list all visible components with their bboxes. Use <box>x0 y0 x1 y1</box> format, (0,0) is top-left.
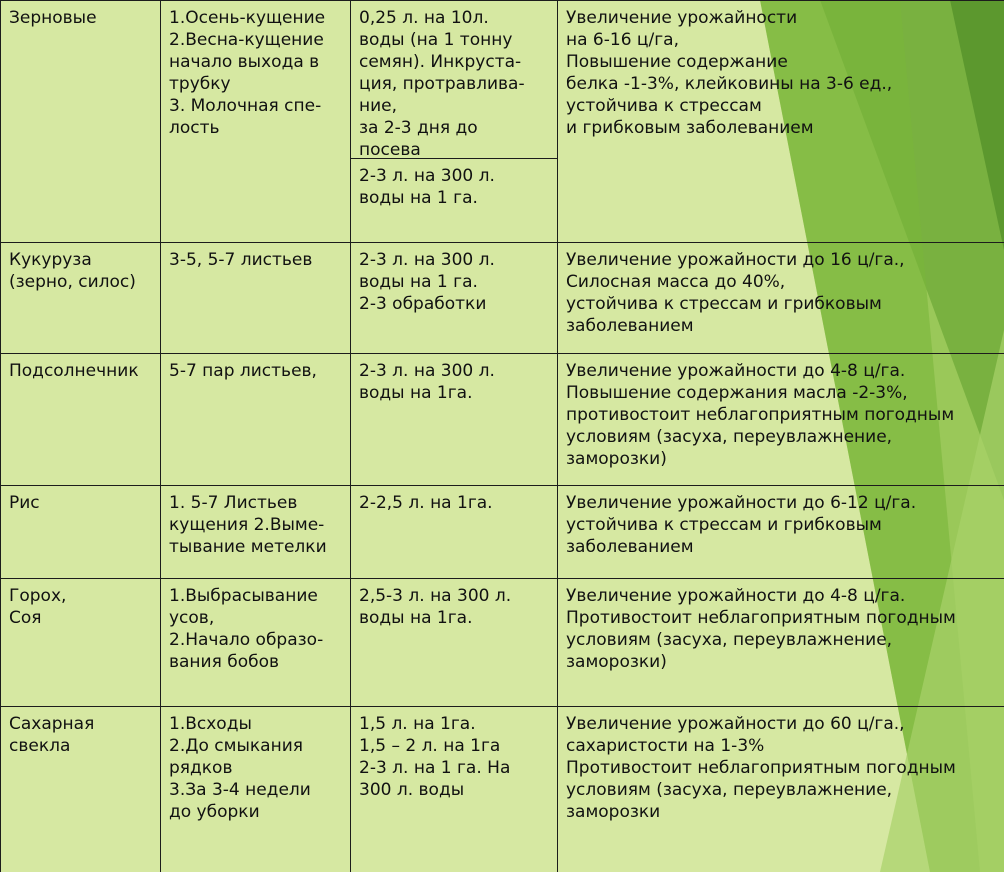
crop-cell <box>1 243 161 354</box>
effect-line: Увеличение урожайности до 6-12 ц/га. <box>566 493 917 513</box>
phase-line: 2.Начало образо- <box>169 630 324 650</box>
table-row <box>1 579 1004 707</box>
phase-line: 1.Всходы <box>169 714 252 734</box>
dose-line: 2-3 л. на 300 л. <box>359 250 495 270</box>
dose-line: воды на 1 га. <box>359 272 478 292</box>
phase-line: 1. 5-7 Листьев <box>169 493 298 513</box>
effect-line: противостоит неблагоприятным погодным <box>566 405 955 425</box>
effect-line: заболеванием <box>566 316 694 336</box>
crop-cell <box>1 354 161 486</box>
table-row <box>1 707 1004 872</box>
crop-name: Зерновые <box>9 8 97 28</box>
crop-cell <box>1 1 161 243</box>
phase-line: лость <box>169 118 220 138</box>
phase-line: начало выхода в <box>169 52 320 72</box>
dose-cell <box>351 1 558 243</box>
table-row <box>1 1 1004 243</box>
dose-line: 0,25 л. на 10л. <box>359 8 489 28</box>
table-row <box>1 243 1004 354</box>
table-row <box>1 486 1004 579</box>
effect-cell <box>558 243 1004 354</box>
effect-line: Увеличение урожайности <box>566 8 798 28</box>
crop-cell <box>1 579 161 707</box>
dose-cell <box>351 243 558 354</box>
dose-line: 1,5 л. на 1га. <box>359 714 476 734</box>
phase-line: 2.Весна-кущение <box>169 30 324 50</box>
phase-line: до уборки <box>169 802 260 822</box>
effect-line: Силосная масса до 40%, <box>566 272 786 292</box>
effect-line: заболеванием <box>566 537 694 557</box>
crop-name: свекла <box>9 736 71 756</box>
effect-line: на 6-16 ц/га, <box>566 30 679 50</box>
effect-line: Противостоит неблагоприятным погодным <box>566 758 956 778</box>
crop-name: Горох, <box>9 586 67 606</box>
crop-cell <box>1 707 161 872</box>
crop-cell <box>1 486 161 579</box>
effect-line: Увеличение урожайности до 4-8 ц/га. <box>566 586 906 606</box>
dose-line: 2-2,5 л. на 1га. <box>359 493 493 513</box>
effect-line: устойчива к стрессам и грибковым <box>566 294 882 314</box>
effect-cell <box>558 354 1004 486</box>
effect-line: Увеличение урожайности до 16 ц/га., <box>566 250 905 270</box>
dose-field-treatment <box>351 159 557 213</box>
effect-line: условиям (засуха, переувлажнение, <box>566 630 893 650</box>
dose-line: воды (на 1 тонну <box>359 30 513 50</box>
effect-line: условиям (засуха, переувлажнение, <box>566 780 893 800</box>
phase-cell <box>161 243 351 354</box>
dose-line: ция, протравлива- <box>359 74 525 94</box>
dose-line: воды на 1га. <box>359 383 473 403</box>
phase-line: вания бобов <box>169 652 280 672</box>
crop-name: Соя <box>9 608 42 628</box>
effect-line: условиям (засуха, переувлажнение, <box>566 427 893 447</box>
effect-cell <box>558 707 1004 872</box>
dose-cell <box>351 707 558 872</box>
effect-line: Увеличение урожайности до 4-8 ц/га. <box>566 361 906 381</box>
dose-line: 2-3 л. на 1 га. На <box>359 758 511 778</box>
phase-cell <box>161 354 351 486</box>
phase-line: тывание метелки <box>169 537 327 557</box>
effect-line: Повышение содержания масла -2-3%, <box>566 383 908 403</box>
effect-line: Увеличение урожайности до 60 ц/га., <box>566 714 905 734</box>
crop-name: (зерно, силос) <box>9 272 136 292</box>
crop-name: Рис <box>9 493 40 513</box>
crop-name: Кукуруза <box>9 250 92 270</box>
phase-cell <box>161 1 351 243</box>
dose-line: 2-3 обработки <box>359 294 487 314</box>
dose-line: семян). Инкруста- <box>359 52 522 72</box>
dose-line: воды на 1га. <box>359 608 473 628</box>
effect-cell <box>558 579 1004 707</box>
dose-cell <box>351 579 558 707</box>
dose-seed-treatment <box>351 1 557 159</box>
effect-cell <box>558 486 1004 579</box>
dose-line: ние, <box>359 96 398 116</box>
phase-line: трубку <box>169 74 231 94</box>
phase-line: кущения 2.Выме- <box>169 515 325 535</box>
phase-line: 3.За 3-4 недели <box>169 780 311 800</box>
effect-line: устойчива к стрессам и грибковым <box>566 515 882 535</box>
effect-line: заморозки) <box>566 449 667 469</box>
phase-line: 5-7 пар листьев, <box>169 361 317 381</box>
dose-line: 300 л. воды <box>359 780 465 800</box>
phase-line: 2.До смыкания <box>169 736 303 756</box>
dose-line: 1,5 – 2 л. на 1га <box>359 736 501 756</box>
phase-cell <box>161 579 351 707</box>
dose-line: 2-3 л. на 300 л. <box>359 361 495 381</box>
dose-line: 2,5-3 л. на 300 л. <box>359 586 512 606</box>
effect-line: белка -1-3%, клейковины на 3-6 ед., <box>566 74 893 94</box>
dose-line: воды на 1 га. <box>359 188 478 208</box>
table-row <box>1 354 1004 486</box>
phase-cell <box>161 486 351 579</box>
effect-line: Противостоит неблагоприятным погодным <box>566 608 956 628</box>
phase-line: 3-5, 5-7 листьев <box>169 250 313 270</box>
dose-cell <box>351 354 558 486</box>
phase-line: 1.Выбрасывание <box>169 586 318 606</box>
dose-line: посева <box>359 140 421 160</box>
crop-name: Подсолнечник <box>9 361 139 381</box>
phase-line: 1.Осень-кущение <box>169 8 326 28</box>
crop-name: Сахарная <box>9 714 95 734</box>
phase-line: рядков <box>169 758 233 778</box>
phase-cell <box>161 707 351 872</box>
dose-line: 2-3 л. на 300 л. <box>359 166 495 186</box>
phase-line: усов, <box>169 608 215 628</box>
dose-line: за 2-3 дня до <box>359 118 478 138</box>
effect-line: и грибковым заболеванием <box>566 118 814 138</box>
effect-line: устойчива к стрессам <box>566 96 762 116</box>
phase-line: 3. Молочная спе- <box>169 96 322 116</box>
effect-line: заморозки <box>566 802 661 822</box>
effect-line: Повышение содержание <box>566 52 788 72</box>
effect-line: сахаристости на 1-3% <box>566 736 765 756</box>
effect-line: заморозки) <box>566 652 667 672</box>
dose-cell <box>351 486 558 579</box>
effect-cell <box>558 1 1004 243</box>
